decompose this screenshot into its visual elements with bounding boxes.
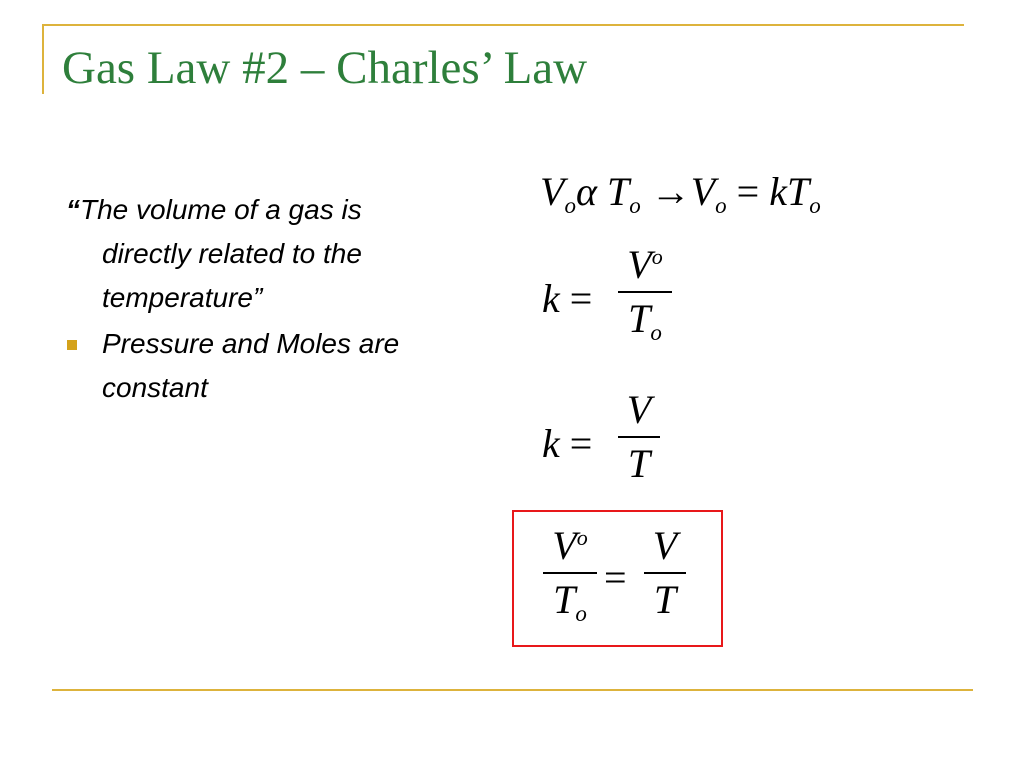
eq4-left-num-V: V bbox=[552, 523, 577, 568]
bullet-line-1: Pressure and Moles are bbox=[102, 328, 400, 359]
eq1-alpha: α bbox=[575, 169, 597, 214]
eq3-fraction bbox=[618, 387, 660, 486]
footer-rule bbox=[52, 689, 973, 691]
eq1-V: V bbox=[540, 169, 565, 214]
body-text bbox=[66, 188, 516, 410]
quote-text-1: The volume of a gas is bbox=[80, 194, 362, 225]
eq2-denominator bbox=[618, 296, 672, 345]
eq4-right-denominator: T bbox=[653, 577, 677, 622]
eq2-den-T: T bbox=[628, 296, 651, 341]
eq4-right-fraction bbox=[644, 523, 686, 622]
bullet-line-2: constant bbox=[102, 372, 208, 403]
eq1-arrow: → bbox=[650, 169, 691, 214]
eq1-sub-o3: o bbox=[715, 193, 727, 218]
bullet-square-icon bbox=[67, 340, 77, 350]
eq2-equals: = bbox=[569, 276, 593, 321]
eq2-fraction-bar bbox=[618, 291, 672, 293]
eq1-equals: = bbox=[736, 169, 760, 214]
eq1-sub-o2: o bbox=[629, 193, 641, 218]
eq1-sub-o: o bbox=[564, 193, 576, 218]
eq4-equals: = bbox=[604, 555, 627, 600]
eq1-k: k bbox=[769, 169, 787, 214]
frame-left-line bbox=[42, 24, 44, 94]
quote-line-2: directly related to the bbox=[102, 238, 362, 269]
eq2-num-V: V bbox=[627, 242, 652, 287]
eq1-T: T bbox=[606, 169, 630, 214]
equation-proportional bbox=[540, 169, 821, 218]
eq4-left-numerator bbox=[543, 523, 597, 568]
eq4-left-den-T: T bbox=[553, 577, 576, 622]
eq3-equals: = bbox=[569, 421, 593, 466]
quote-line-3: temperature” bbox=[102, 282, 263, 313]
bullet-item bbox=[66, 322, 516, 410]
eq4-left-fraction-bar bbox=[543, 572, 597, 574]
eq1-V2: V bbox=[690, 169, 716, 214]
eq4-left-denominator bbox=[543, 577, 597, 626]
eq2-fraction bbox=[618, 242, 672, 345]
equation-k-final bbox=[542, 421, 593, 466]
eq1-sub-o4: o bbox=[809, 193, 821, 218]
eq3-denominator: T bbox=[627, 441, 651, 486]
eq2-k: k bbox=[542, 276, 560, 321]
eq4-left-den-sub: o bbox=[575, 601, 587, 626]
eq2-den-sub: o bbox=[650, 320, 662, 345]
slide-title: Gas Law #2 – Charles’ Law bbox=[62, 42, 588, 94]
eq2-num-sub: o bbox=[651, 244, 663, 269]
eq1-T2: T bbox=[786, 169, 810, 214]
eq2-numerator bbox=[618, 242, 672, 287]
eq3-k: k bbox=[542, 421, 560, 466]
eq4-right-fraction-bar bbox=[644, 572, 686, 574]
open-quote-mark: “ bbox=[66, 194, 80, 225]
eq4-left-fraction bbox=[543, 523, 597, 626]
frame-top-line bbox=[42, 24, 964, 26]
eq3-fraction-bar bbox=[618, 436, 660, 438]
eq4-left-num-sub: o bbox=[576, 525, 588, 550]
eq4-right-numerator: V bbox=[652, 523, 678, 568]
quote-block bbox=[66, 188, 516, 320]
equation-k-initial bbox=[542, 276, 593, 321]
quote-line-1 bbox=[66, 188, 516, 232]
eq3-numerator: V bbox=[626, 387, 652, 432]
